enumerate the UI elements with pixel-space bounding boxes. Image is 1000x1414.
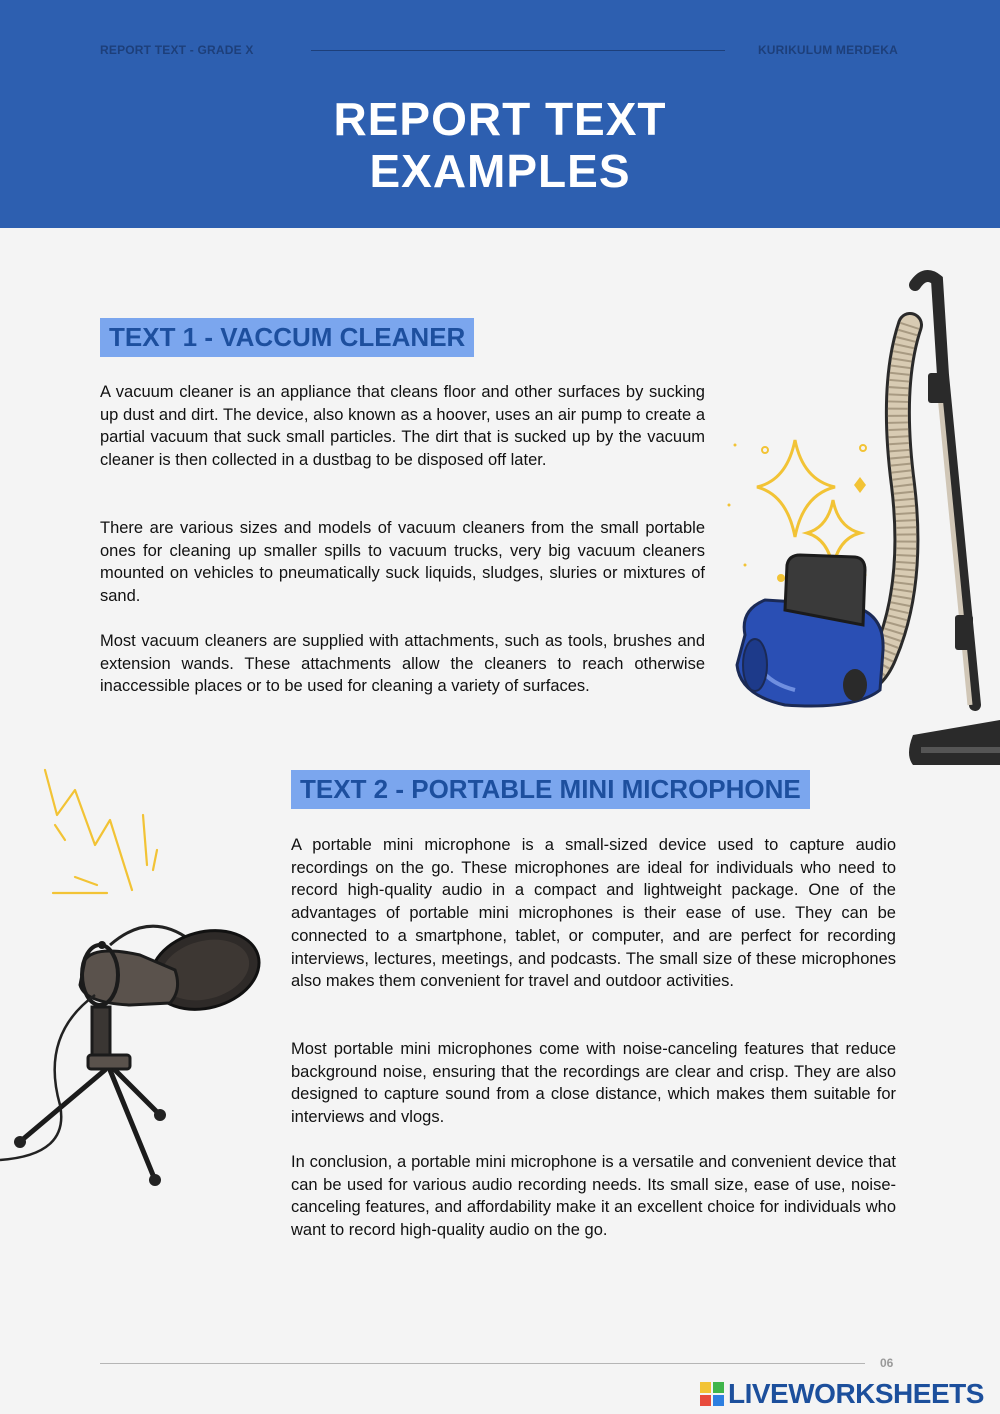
microphone-illustration [0, 915, 270, 1195]
footer-divider [100, 1363, 865, 1364]
section-2-heading: TEXT 2 - PORTABLE MINI MICROPHONE [291, 770, 810, 809]
section-1-heading: TEXT 1 - VACCUM CLEANER [100, 318, 474, 357]
section-2-paragraph-3: In conclusion, a portable mini microphone is a versatile and convenient device that can be used for various audio recording needs. Its small size, ease of use, noise-canceling features, and affordability make it an excellent choice for individuals who want to record high-quality audio on the go. [291, 1153, 896, 1240]
sparkle-icon [757, 440, 860, 568]
header-banner [0, 0, 1000, 228]
liveworksheets-brand[interactable] [700, 1378, 994, 1410]
section-2-paragraph-1: A portable mini microphone is a small-sized device used to capture audio recordings on the go. These microphones are ideal for individuals who need to record high-quality audio in a compact and lightweight package. One of the advantages of portable mini microphones is their ease of use. They can be connected to a smartphone, tablet, or computer, and are perfect for recording interviews, lectures, meetings, and podcasts. The small size of these microphones also makes them convenient for travel and outdoor activities. [291, 836, 896, 991]
vacuum-cleaner-illustration [725, 265, 1000, 775]
header-curriculum-label: KURIKULUM MERDEKA [757, 43, 898, 57]
header-subject-label: REPORT TEXT - GRADE X [100, 43, 254, 57]
page-number: 06 [880, 1356, 894, 1370]
page-title-line-2: EXAMPLES [369, 145, 631, 197]
section-2-paragraph-2: Most portable mini microphones come with noise-canceling features that reduce background noise, ensuring that the recordings are clear and crisp. They are also designed to capture sound from a close distance, which makes them suitable for interviews and vlogs. [291, 1040, 896, 1127]
lightning-doodle-icon [35, 765, 170, 900]
header-divider [311, 50, 725, 51]
liveworksheets-brand-text: LIVEWORKSHEETS [728, 1378, 984, 1409]
section-1-paragraph-1: A vacuum cleaner is an appliance that cleans floor and other surfaces by sucking up dust and dirt. The device, also known as a hoover, uses an air pump to create a partial vacuum that suck small particles. The dirt that is sucked up by the vacuum cleaner is then collected in a dustbag to be disposed off later. [100, 383, 705, 470]
page-title [0, 93, 1000, 197]
liveworksheets-logo-icon [700, 1382, 724, 1406]
section-1-paragraph-3: Most vacuum cleaners are supplied with attachments, such as tools, brushes and extension wands. These attachments allow the cleaners to reach otherwise inaccessible places or to be used for cleaning a variety of surfaces. [100, 632, 705, 696]
section-1-paragraph-2: There are various sizes and models of vacuum cleaners from the small portable ones for cleaning up smaller spills to vacuum trucks, very big vacuum cleaners mounted on vehicles to pneumatically suck liquids, sludges, sluries or mixtures of sand. [100, 519, 705, 606]
page-title-line-1: REPORT TEXT [333, 93, 667, 145]
